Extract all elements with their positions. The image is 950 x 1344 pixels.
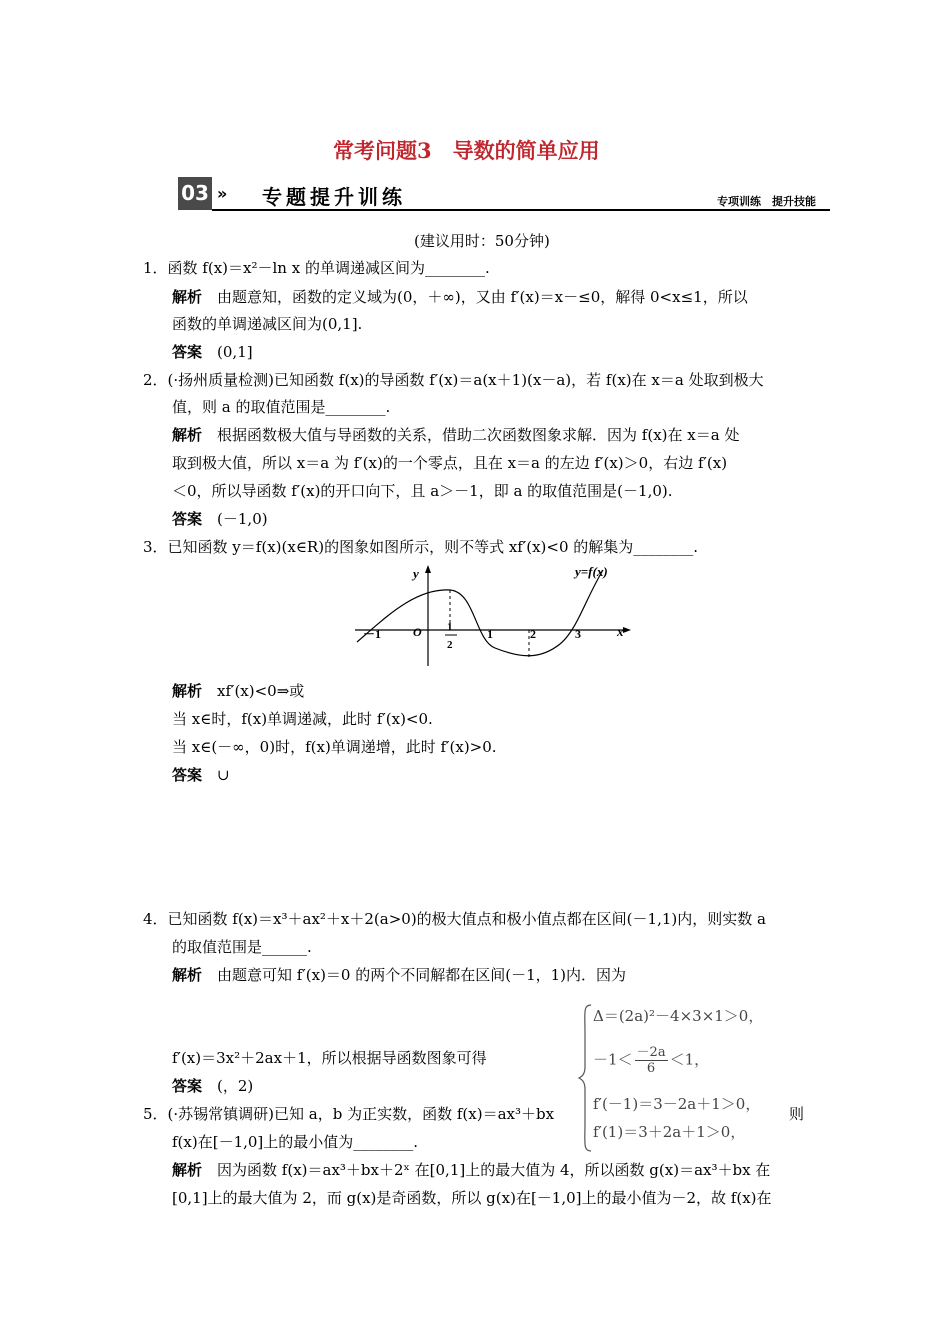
q5-stem-line2: f(x)在[－1,0]上的最小值为________. [172,1133,419,1151]
banner-divider [212,209,830,211]
sys-line2 [593,1045,709,1076]
function-graph [345,560,635,670]
tick-3: 3 [575,627,581,641]
tick-2: 2 [530,627,536,641]
q5-analysis-line2: [0,1]上的最大值为 2，而 g(x)是奇函数，所以 g(x)在[－1,0]上的最小值为－2，故 f(x)在 [172,1189,772,1207]
q1-analysis-line1 [172,287,748,307]
fraction-num: －2a [636,1045,666,1060]
tick-neg1: －1 [363,627,382,641]
q1-analysis-text: 由题意知，函数的定义域为(0，＋∞)，又由 f′(x)＝x－≤0，解得 0<x≤1，所以 [217,288,748,306]
sys-line3: f′(－1)＝3－2a＋1＞0， [593,1095,761,1113]
fraction [635,1045,668,1076]
q3-analysis-line2: 当 x∈时，f(x)单调递减，此时 f′(x)<0. [172,710,433,728]
tick-1: 1 [487,627,493,641]
answer-label: 答案 [172,1077,203,1095]
q3-analysis-line1 [172,681,304,701]
q2-stem-line2: 值，则 a 的取值范围是________. [172,398,391,416]
q1-answer [172,342,253,362]
curve-label: y=f(x) [575,564,608,579]
section-title: 专题提升训练 [262,185,406,209]
sys-line4: f′(1)＝3＋2a＋1＞0， [593,1123,746,1141]
q2-answer [172,509,268,529]
q4-answer [172,1076,253,1096]
q3-stem: 3．已知函数 y＝f(x)(x∈R)的图象如图所示，则不等式 xf′(x)<0 的解集为________. [143,538,699,556]
sys-line2-right: ＜1， [669,1050,710,1069]
section-tagline: 专项训练 提升技能 [717,195,816,208]
q4-analysis-line1 [172,965,626,985]
answer-label: 答案 [172,343,203,361]
q2-analysis-line3: ＜0，所以导函数 f′(x)的开口向下，且 a＞－1，即 a 的取值范围是(－1,0). [172,482,673,500]
q5-analysis-text: 因为函数 f(x)＝ax³＋bx＋2ˣ 在[0,1]上的最大值为 4，所以函数 g(x)＝ax³＋bx 在 [217,1161,771,1179]
q2-analysis-line1 [172,425,739,445]
page-title: 常考问题3 导数的简单应用 [333,138,600,163]
sys-line1: Δ＝(2a)²－4×3×1＞0， [593,1007,764,1025]
analysis-label: 解析 [172,682,203,700]
x-label: x [617,624,624,639]
analysis-label: 解析 [172,288,203,306]
sys-after: 则 [789,1105,805,1123]
tick-half-num: 1 [447,621,453,633]
q4-analysis-line2: f′(x)＝3x²＋2ax＋1，所以根据导函数图象可得 [172,1049,487,1067]
section-banner [178,177,830,210]
q2-answer-value: (－1,0) [217,510,268,528]
q2-stem-line1: 2．(·扬州质量检测)已知函数 f(x)的导函数 f′(x)＝a(x＋1)(x－a)，若 f(x)在 x＝a 处取到极大 [143,371,764,389]
x-axis-arrow [623,627,631,633]
q4-stem-line2: 的取值范围是______. [172,938,312,956]
origin-label: O [413,625,422,639]
q3-answer-value: ∪ [217,766,230,784]
y-label: y [413,566,419,581]
q2-analysis-text: 根据函数极大值与导函数的关系，借助二次函数图象求解．因为 f(x)在 x＝a 处 [217,426,740,444]
q4-stem-line1: 4．已知函数 f(x)＝x³＋ax²＋x＋2(a>0)的极大值点和极小值点都在区间(－1,1)内，则实数 a [143,910,766,928]
fraction-den: 6 [646,1061,656,1076]
q1-answer-value: (0,1] [217,343,253,361]
section-number: 03 [178,177,212,210]
q4-answer-value: (，2) [217,1077,254,1095]
analysis-label: 解析 [172,966,203,984]
q3-answer [172,765,230,785]
q3-analysis-text: xf′(x)<0⇒或 [217,682,305,700]
q2-analysis-line2: 取到极大值，所以 x＝a 为 f′(x)的一个零点，且在 x＝a 的左边 f′(x)＞0，右边 f′(x) [172,454,728,472]
q5-stem-line1: 5．(·苏锡常镇调研)已知 a，b 为正实数，函数 f(x)＝ax³＋bx [143,1105,555,1123]
time-note: (建议用时：50分钟) [414,232,550,250]
sys-line2-left: －1＜ [593,1050,633,1069]
answer-label: 答案 [172,766,203,784]
inequality-system [577,1003,807,1153]
curve [357,570,603,656]
answer-label: 答案 [172,510,203,528]
y-axis-arrow [425,565,431,573]
q1-analysis-line2: 函数的单调递减区间为(0,1]. [172,315,363,333]
q4-analysis-text: 由题意可知 f′(x)＝0 的两个不同解都在区间(－1，1)内．因为 [217,966,627,984]
analysis-label: 解析 [172,426,203,444]
arrow-icon: » [217,184,228,203]
q3-analysis-line3: 当 x∈(－∞，0)时，f(x)单调递增，此时 f′(x)>0. [172,738,497,756]
q5-analysis-line1 [172,1160,770,1180]
tick-half-den: 2 [447,639,453,651]
analysis-label: 解析 [172,1161,203,1179]
q1-stem: 1．函数 f(x)＝x²－ln x 的单调递减区间为________. [143,259,490,277]
